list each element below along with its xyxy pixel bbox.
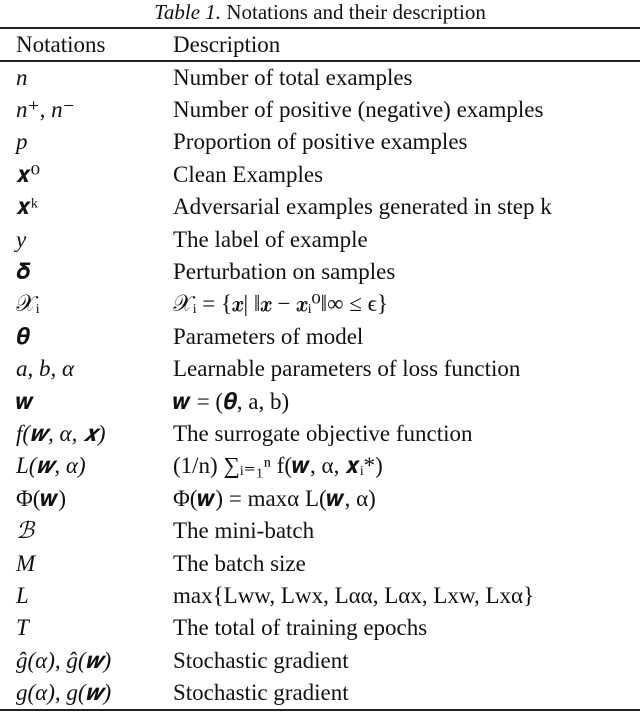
bottom-rule [0, 709, 640, 711]
table-row [0, 385, 640, 417]
description: Perturbation on samples [173, 259, 396, 285]
description: The total of training epochs [173, 615, 428, 641]
notation: T [16, 615, 29, 641]
notation: ĝ(α), ĝ(𝒘) [16, 647, 112, 673]
notation: 𝒘 [16, 388, 34, 414]
description: Proportion of positive examples [173, 129, 468, 155]
table-row [0, 483, 640, 515]
notation: 𝒙⁰ [16, 161, 41, 187]
description: 𝒳ᵢ = {𝒙| ‖𝒙 − 𝒙ᵢ⁰‖∞ ≤ ϵ} [173, 291, 389, 317]
table-row [0, 612, 640, 644]
notation-table [0, 27, 640, 711]
table-row [0, 547, 640, 579]
description: Stochastic gradient [173, 680, 349, 706]
table-row [0, 288, 640, 320]
caption-text: Notations and their description [221, 0, 486, 24]
table-row [0, 645, 640, 677]
table-row [0, 223, 640, 255]
notation: Φ(𝒘) [16, 485, 67, 511]
description: 𝒘 = (𝜽, a, b) [173, 388, 290, 414]
notation: L [16, 582, 29, 608]
table-caption [0, 0, 640, 26]
notation: a, b, α [16, 356, 75, 382]
description: The label of example [173, 226, 368, 252]
description: (1/n) ∑ᵢ₌₁ⁿ f(𝒘, α, 𝒙ᵢ*) [173, 453, 383, 479]
table-row [0, 191, 640, 223]
description: The batch size [173, 550, 306, 576]
table-header [0, 29, 640, 60]
description: The surrogate objective function [173, 420, 473, 446]
table-row [0, 677, 640, 709]
table-row [0, 256, 640, 288]
table-row [0, 353, 640, 385]
description: The mini-batch [173, 518, 315, 544]
description: Φ(𝒘) = maxα L(𝒘, α) [173, 485, 376, 511]
description: Learnable parameters of loss function [173, 356, 521, 382]
table-row [0, 126, 640, 158]
notation: 𝒳ᵢ [16, 291, 40, 317]
description: max{Lww, Lwx, Lαα, Lαx, Lxw, Lxα} [173, 582, 535, 608]
notation: f(𝒘, α, 𝒙) [16, 420, 106, 446]
notation: 𝜹 [16, 259, 31, 285]
description: Parameters of model [173, 323, 364, 349]
header-description: Description [173, 31, 281, 57]
table-row [0, 450, 640, 482]
notation: p [16, 129, 28, 155]
description: Number of positive (negative) examples [173, 97, 544, 123]
table-row [0, 580, 640, 612]
notation: n⁺, n⁻ [16, 97, 75, 123]
notation: y [16, 226, 27, 252]
description: Stochastic gradient [173, 647, 349, 673]
caption-label: Table 1. [154, 0, 222, 24]
notation: L(𝒘, α) [16, 453, 86, 479]
notation: n [16, 64, 28, 90]
header-notations: Notations [16, 31, 106, 57]
table-row [0, 94, 640, 126]
description: Clean Examples [173, 161, 324, 187]
notation: 𝒙ᵏ [16, 194, 39, 220]
notation: ℬ [16, 518, 35, 544]
notation: 𝜽 [16, 323, 30, 349]
table-row [0, 159, 640, 191]
notation: g(α), g(𝒘) [16, 680, 112, 706]
table-row [0, 515, 640, 547]
table-row [0, 418, 640, 450]
notation: M [16, 550, 36, 576]
table-row [0, 62, 640, 94]
description: Adversarial examples generated in step k [173, 194, 552, 220]
description: Number of total examples [173, 64, 413, 90]
table-row [0, 321, 640, 353]
